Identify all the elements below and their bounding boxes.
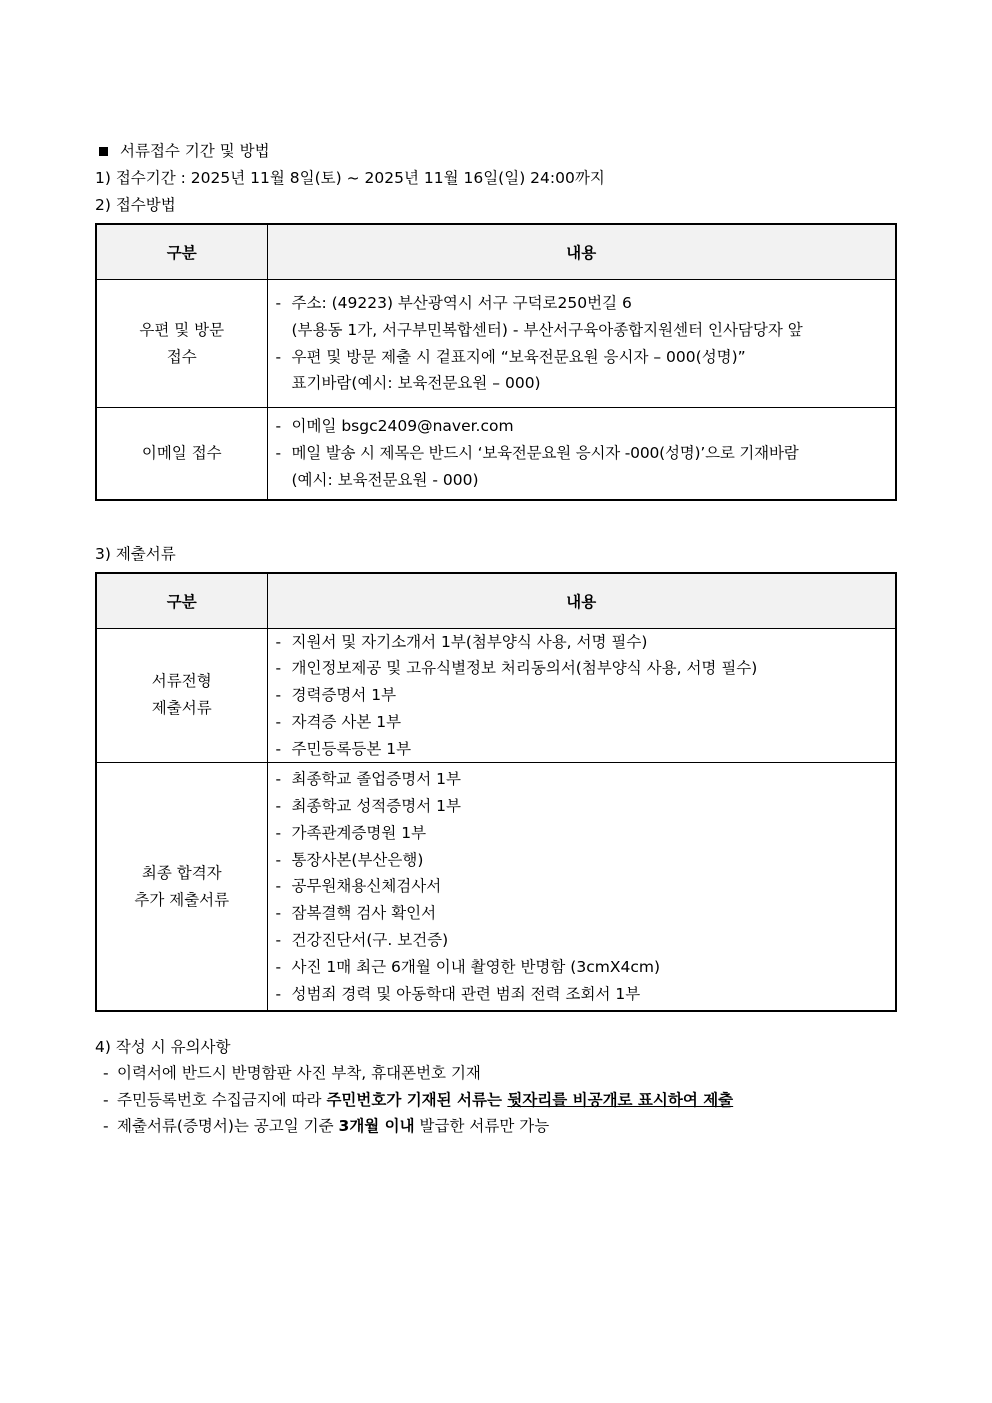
list-item: - 잠복결핵 검사 확인서: [275, 904, 437, 923]
list-item: - 이메일 bsgc2409@naver.com: [275, 417, 514, 436]
table-row: [96, 628, 896, 763]
category-cell: 우편 및 방문 접수: [96, 280, 267, 408]
note-item: - 제출서류(증명서)는 공고일 기준 3개월 이내 발급한 서류만 가능: [103, 1117, 550, 1136]
table-header-row: [96, 573, 896, 629]
notes-heading: 4) 작성 시 유의사항: [95, 1037, 231, 1056]
header-content: 내용: [267, 224, 896, 280]
table-row: [96, 763, 896, 1011]
list-item-continuation: 표기바람(예시: 보육전문요원 – 000): [291, 374, 541, 393]
list-item: - 주민등록등본 1부: [275, 739, 412, 758]
category-cell: 이메일 접수: [96, 408, 267, 500]
square-bullet-icon: [99, 147, 108, 156]
list-item: - 최종학교 성적증명서 1부: [275, 796, 461, 815]
note-item: - 이력서에 반드시 반명함판 사진 부착, 휴대폰번호 기재: [103, 1064, 481, 1083]
method-heading: 2) 접수방법: [95, 196, 176, 214]
emphasis-text: 3개월 이내: [338, 1117, 415, 1136]
header-category: 구분: [96, 224, 267, 280]
category-cell: 최종 합격자 추가 제출서류: [96, 763, 267, 1011]
list-item: - 자격증 사본 1부: [275, 712, 402, 731]
content-cell: [267, 628, 896, 763]
list-item: - 우편 및 방문 제출 시 겉표지에 “보육전문요원 응시자 – 000(성명)”: [275, 347, 746, 366]
section-title: 서류접수 기간 및 방법: [95, 138, 895, 165]
header-category: 구분: [96, 573, 267, 629]
underlined-emphasis-text: 뒷자리를 비공개로 표시하여 제출: [507, 1090, 734, 1109]
list-item: - 통장사본(부산은행): [275, 850, 424, 869]
content-cell: [267, 408, 896, 500]
list-item-continuation: (예시: 보육전문요원 - 000): [291, 470, 479, 489]
list-item: - 개인정보제공 및 고유식별정보 처리동의서(첨부양식 사용, 서명 필수): [275, 659, 758, 678]
content-cell: [267, 280, 896, 408]
list-item: - 최종학교 졸업증명서 1부: [275, 770, 461, 789]
list-item: - 성범죄 경력 및 아동학대 관련 범죄 전력 조회서 1부: [275, 984, 641, 1003]
list-item: - 메일 발송 시 제목은 반드시 ‘보육전문요원 응시자 -000(성명)’으로 기재바람: [275, 443, 799, 462]
list-item: - 사진 1매 최근 6개월 이내 촬영한 반명함 (3cmX4cm): [275, 957, 660, 976]
list-item-continuation: (부용동 1가, 서구부민복합센터) - 부산서구육아종합지원센터 인사담당자 앞: [291, 320, 803, 339]
list-item: - 지원서 및 자기소개서 1부(첨부양식 사용, 서명 필수): [275, 632, 648, 651]
list-item: - 공무원채용신체검사서: [275, 877, 442, 896]
note-item: - 주민등록번호 수집금지에 따라 주민번호가 기재된 서류는 뒷자리를 비공개로 표시하여 제출: [103, 1090, 734, 1109]
table-header-row: [96, 224, 896, 280]
list-item: - 경력증명서 1부: [275, 686, 397, 705]
table-row: [96, 408, 896, 500]
list-item: - 주소: (49223) 부산광역시 서구 구덕로250번길 6: [275, 293, 632, 312]
header-content: 내용: [267, 573, 896, 629]
document-page: [95, 138, 895, 1140]
table-row: [96, 280, 896, 408]
list-item: - 건강진단서(구. 보건증): [275, 930, 449, 949]
docs-heading: 3) 제출서류: [95, 544, 176, 563]
category-cell: 서류전형 제출서류: [96, 628, 267, 763]
submission-method-table: [95, 223, 897, 501]
content-cell: [267, 763, 896, 1011]
list-item: - 가족관계증명원 1부: [275, 823, 427, 842]
emphasis-text: 주민번호가 기재된 서류는: [326, 1090, 508, 1109]
period-line: 1) 접수기간 : 2025년 11월 8일(토) ~ 2025년 11월 16일(일) 24:00까지: [95, 169, 605, 187]
required-documents-table: [95, 572, 897, 1012]
